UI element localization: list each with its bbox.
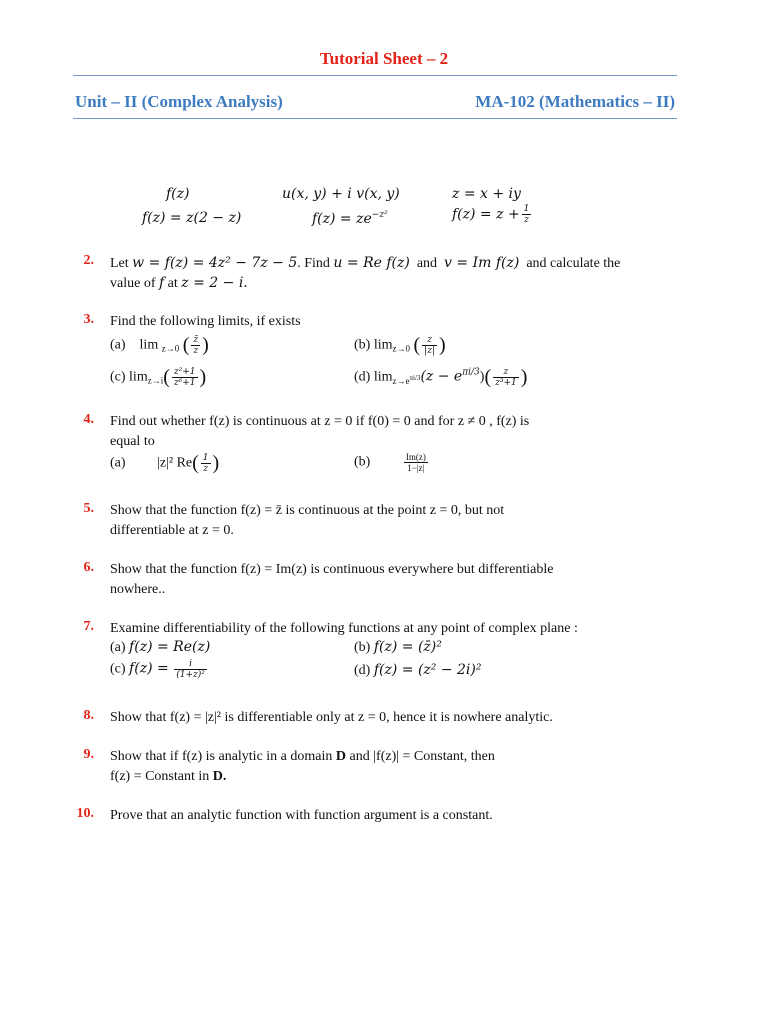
question-number-6: 6.: [83, 560, 94, 575]
frac-denominator: |z|: [424, 346, 435, 356]
frac-denominator: z³+1: [495, 378, 517, 388]
left-paren: (: [163, 366, 170, 388]
q9-domain-d-end: D.: [212, 769, 227, 784]
q7-a-expr: f(z) = Re(z): [129, 639, 211, 655]
q3-d-label: (d): [354, 369, 371, 385]
q4-b-frac: [404, 452, 428, 473]
question-number-5: 5.: [83, 501, 94, 516]
q7-d-label: (d): [354, 663, 371, 678]
question-number-9: 9.: [83, 747, 94, 762]
left-paren: (: [413, 334, 421, 356]
question-9-line-2: [110, 767, 676, 787]
q7-part-d: [354, 662, 481, 679]
q3-d-sub-sup: πi/3: [409, 373, 421, 382]
q4-a-expr: |z|² Re: [157, 455, 193, 471]
q7-c-expr: f(z) =: [129, 660, 169, 677]
left-paren: (: [182, 334, 190, 356]
q7-d-expr: f(z) = (z² − 2i)²: [373, 662, 482, 678]
question-2-line-2: [110, 273, 676, 294]
frac-denominator: z: [193, 346, 199, 356]
q3-a-sub: z→0: [161, 343, 180, 354]
q3-b-sub: z→0: [392, 343, 410, 354]
frac-denominator: 1−|z|: [407, 463, 425, 473]
table-cell-3: [452, 204, 533, 225]
table-cell-2-base: f(z) = ze: [312, 211, 372, 227]
table-cell-3-frac: [522, 204, 532, 225]
frac-numerator: z²+1: [173, 367, 196, 377]
frac-numerator: z̄: [193, 335, 199, 345]
q2-text-calc: and calculate the: [526, 256, 621, 271]
q3-part-b: [354, 334, 446, 357]
q2-text-at: at: [167, 276, 178, 291]
frac-numerator: z: [493, 367, 519, 378]
table-cell-2: [312, 210, 388, 227]
frac-denominator: z⁶+1: [173, 378, 196, 388]
question-number-4: 4.: [83, 412, 94, 427]
question-10-text: Prove that an analytic function with function argument is a constant.: [110, 808, 493, 823]
q2-expr-w: w = f(z) = 4z² − 7z − 5: [132, 255, 298, 271]
table-cell-1: f(z) = z(2 − z): [142, 210, 242, 226]
question-7-text: Examine differentiability of the following functions at any point of complex plane :: [110, 621, 578, 636]
question-4-line-1: Find out whether f(z) is continuous at z = 0 if f(0) = 0 and for z ≠ 0 , f(z) is: [110, 414, 530, 429]
table-cell-3-expr: f(z) = z +: [452, 206, 520, 223]
divider-bottom: [73, 118, 677, 119]
question-3-text: Find the following limits, if exists: [110, 314, 301, 329]
question-number-8: 8.: [83, 708, 94, 723]
q9-text-line2: f(z) = Constant in: [110, 769, 210, 784]
q3-d-lim: lim: [373, 369, 393, 385]
right-paren: ): [438, 334, 446, 356]
left-paren: (: [192, 452, 199, 474]
q7-b-label: (b): [354, 640, 371, 655]
right-paren: ): [202, 334, 209, 356]
q3-d-sub: [392, 373, 421, 386]
question-2-line-1: [110, 253, 676, 274]
q4-a-frac: [201, 453, 211, 474]
q7-part-b: [354, 639, 442, 656]
q4-a-label: (a): [110, 455, 126, 471]
frac-numerator: Im(z): [405, 452, 426, 462]
q3-d-mid-end: ): [479, 369, 485, 385]
q4-b-label: (b): [354, 454, 371, 470]
q3-part-c: [110, 366, 206, 389]
q9-text-a: Show that if f(z) is analytic in a domain: [110, 749, 333, 764]
q3-c-frac: [172, 367, 198, 388]
q3-a-lim: lim: [139, 337, 159, 353]
frac-numerator: z: [422, 335, 437, 346]
question-8-text: Show that f(z) = |z|² is differentiable only at z = 0, hence it is nowhere analytic.: [110, 710, 553, 725]
question-5-line-1: Show that the function f(z) = z̄ is continuous at the point z = 0, but not: [110, 503, 505, 518]
q3-d-sub-text: z→e: [392, 375, 410, 386]
q2-text-value: value of: [110, 276, 156, 291]
q9-text-c: and |f(z)| = Constant, then: [349, 749, 495, 764]
q2-text-and: and: [416, 256, 438, 271]
question-number-10: 10.: [76, 806, 94, 821]
q3-d-mid: (z − e: [420, 368, 463, 385]
table-header-uv: u(x, y) + i v(x, y): [282, 186, 400, 202]
q2-text-find: . Find: [297, 256, 330, 271]
q3-b-lim: lim: [373, 337, 393, 353]
q3-d-mid-sup: πi/3: [462, 367, 480, 378]
question-number-7: 7.: [83, 619, 94, 634]
q2-text-a: Let: [110, 256, 129, 271]
question-number-2: 2.: [83, 253, 94, 268]
right-paren: ): [520, 366, 528, 388]
frac-numerator: 1: [202, 453, 209, 463]
unit-heading: Unit – II (Complex Analysis): [75, 92, 283, 111]
table-cell-2-exp: −z²: [371, 210, 388, 220]
frac-denominator: z: [203, 464, 209, 474]
q4-part-b: [354, 452, 430, 473]
frac-numerator: 1: [523, 204, 530, 214]
q7-part-a: [110, 639, 210, 656]
question-number-3: 3.: [83, 312, 94, 327]
q3-a-label: (a): [110, 337, 126, 353]
question-9-line-1: [110, 747, 676, 767]
course-heading: MA-102 (Mathematics – II): [475, 92, 675, 111]
frac-denominator: z: [524, 215, 529, 225]
table-header-fz: f(z): [166, 186, 190, 202]
q3-c-lim: lim: [129, 369, 148, 385]
q3-b-frac: [422, 335, 437, 356]
table-header-z: z = x + iy: [452, 186, 521, 202]
frac-denominator: (1+z)²: [176, 670, 205, 680]
q7-a-label: (a): [110, 640, 126, 655]
q3-a-frac: [191, 335, 200, 356]
question-5-line-2: differentiable at z = 0.: [110, 523, 234, 538]
right-paren: ): [199, 366, 207, 388]
q3-c-label: (c): [110, 369, 126, 385]
q2-expr-f: f: [158, 275, 165, 291]
q4-part-a: [110, 452, 219, 475]
divider-top: [73, 75, 677, 76]
q2-expr-z: z = 2 − i.: [181, 275, 248, 291]
q3-c-sub: z→i: [147, 375, 164, 386]
q2-expr-v: v = Im f(z): [444, 255, 520, 271]
q7-b-expr: f(z) = (z̄)²: [373, 639, 442, 655]
q3-part-d: [354, 366, 527, 389]
q3-b-label: (b): [354, 337, 371, 353]
right-paren: ): [212, 452, 220, 474]
left-paren: (: [484, 366, 492, 388]
question-6-line-1: Show that the function f(z) = Im(z) is continuous everywhere but differentiable: [110, 562, 554, 577]
page-title: Tutorial Sheet – 2: [319, 49, 449, 68]
q7-c-label: (c): [110, 661, 126, 677]
q7-c-frac: [174, 659, 207, 680]
question-4-line-2: equal to: [110, 434, 155, 449]
q3-part-a: [110, 334, 209, 357]
q2-expr-u: u = Re f(z): [333, 255, 410, 271]
question-6-line-2: nowhere..: [110, 582, 166, 597]
frac-numerator: i: [174, 659, 207, 670]
q9-domain-d: D: [335, 749, 347, 764]
q3-d-frac: [493, 367, 519, 388]
q7-part-c: [110, 659, 209, 680]
